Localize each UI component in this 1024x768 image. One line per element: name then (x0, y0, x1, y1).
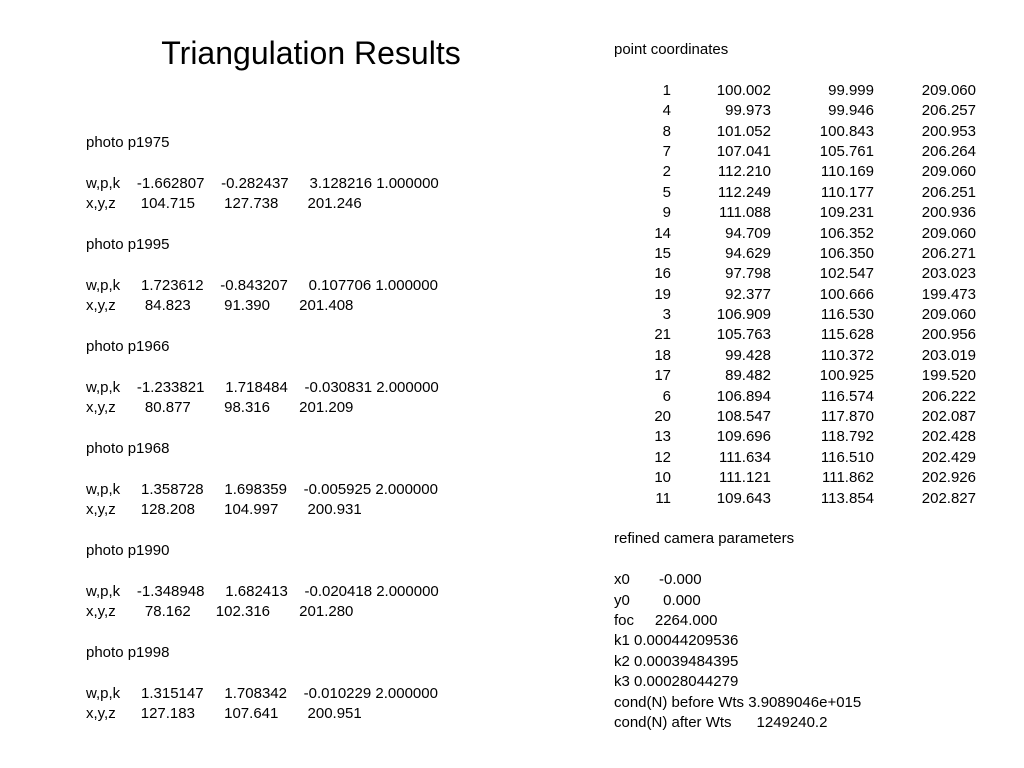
photo-xyz: x,y,z 84.823 91.390 201.408 (86, 297, 354, 315)
point-x: 94.709 (725, 224, 771, 242)
point-y: 106.352 (819, 224, 874, 242)
camera-y0: y0 0.000 (614, 591, 701, 609)
point-y: 102.547 (819, 265, 874, 283)
photo-wpk: w,p,k -1.662807 -0.282437 3.128216 1.000000 (86, 174, 439, 192)
photo-label: photo p1975 (86, 134, 170, 151)
spacer (86, 418, 586, 438)
point-id: 3 (662, 306, 671, 324)
point-x: 111.634 (719, 448, 771, 466)
point-y: 117.870 (820, 408, 874, 426)
point-z: 199.520 (921, 367, 976, 385)
point-x: 99.973 (725, 102, 771, 120)
photo-xyz: x,y,z 127.183 107.641 200.951 (86, 704, 362, 722)
point-id: 19 (654, 285, 671, 303)
point-z: 200.956 (921, 326, 976, 344)
spacer (86, 255, 586, 275)
point-row (614, 427, 1014, 447)
point-id: 4 (662, 102, 671, 120)
point-z: 206.264 (921, 142, 976, 160)
point-z: 209.060 (921, 306, 976, 324)
camera-k2: k2 0.00039484395 (614, 652, 739, 670)
point-row (614, 203, 1014, 223)
point-id: 1 (662, 81, 671, 99)
page-title: Triangulation Results (161, 35, 461, 71)
photo-xyz: x,y,z 80.877 98.316 201.209 (86, 399, 354, 417)
photo-wpk: w,p,k 1.315147 1.708342 -0.010229 2.000000 (86, 684, 438, 702)
photo-xyz: x,y,z 128.208 104.997 200.931 (86, 501, 362, 519)
point-x: 108.547 (716, 408, 771, 426)
point-row (614, 142, 1014, 162)
point-row (614, 387, 1014, 407)
point-row (614, 224, 1014, 244)
camera-heading: refined camera parameters (614, 530, 795, 548)
points-heading: point coordinates (614, 41, 729, 58)
spacer (86, 215, 586, 235)
point-id: 6 (662, 387, 671, 405)
point-x: 111.121 (719, 469, 771, 487)
point-x: 106.894 (716, 387, 771, 405)
point-z: 206.257 (921, 102, 976, 120)
point-x: 97.798 (725, 265, 771, 283)
point-id: 20 (654, 408, 671, 426)
point-x: 112.249 (717, 183, 771, 201)
point-z: 202.926 (921, 469, 976, 487)
point-row (614, 101, 1014, 121)
point-id: 17 (654, 367, 671, 385)
spacer (86, 459, 586, 479)
point-z: 202.827 (921, 489, 976, 507)
point-row (614, 305, 1014, 325)
camera-k1: k1 0.00044209536 (614, 632, 739, 650)
photo-xyz: x,y,z 78.162 102.316 201.280 (86, 602, 354, 620)
point-y: 106.350 (819, 244, 874, 262)
photo-label: photo p1966 (86, 337, 170, 355)
point-y: 100.843 (819, 122, 874, 140)
point-y: 116.574 (820, 387, 874, 405)
point-row (614, 264, 1014, 284)
point-x: 106.909 (716, 306, 771, 324)
photo-label: photo p1995 (86, 235, 170, 253)
point-id: 10 (654, 469, 671, 487)
spacer (614, 550, 1014, 570)
camera-cond-after: cond(N) after Wts 1249240.2 (614, 713, 828, 731)
point-row (614, 325, 1014, 345)
spacer (86, 317, 586, 337)
point-y: 113.854 (820, 489, 874, 507)
point-x: 99.428 (725, 346, 771, 364)
photo-label: photo p1968 (86, 439, 170, 457)
spacer (614, 60, 1014, 80)
point-z: 199.473 (921, 285, 976, 303)
point-z: 206.222 (921, 387, 976, 405)
point-y: 109.231 (819, 204, 874, 222)
point-z: 209.060 (921, 81, 976, 99)
point-z: 202.428 (921, 428, 976, 446)
point-x: 109.643 (716, 489, 771, 507)
point-id: 14 (654, 224, 671, 242)
point-x: 89.482 (725, 367, 771, 385)
point-z: 209.060 (921, 163, 976, 181)
point-id: 2 (662, 163, 671, 181)
point-x: 112.210 (717, 163, 771, 181)
spacer (86, 622, 586, 642)
spacer (86, 663, 586, 683)
point-id: 9 (662, 204, 671, 222)
photo-xyz: x,y,z 104.715 127.738 201.246 (86, 195, 362, 213)
point-row (614, 448, 1014, 468)
point-row (614, 346, 1014, 366)
point-z: 200.953 (921, 122, 976, 140)
point-z: 203.023 (921, 265, 976, 283)
point-x: 101.052 (716, 122, 771, 140)
photo-label: photo p1990 (86, 541, 170, 559)
point-x: 105.763 (716, 326, 771, 344)
point-row (614, 244, 1014, 264)
spacer (86, 357, 586, 377)
point-row (614, 468, 1014, 488)
point-z: 202.087 (921, 408, 976, 426)
point-id: 13 (654, 428, 671, 446)
point-id: 12 (654, 448, 671, 466)
point-id: 7 (662, 142, 671, 160)
spacer (86, 153, 586, 173)
point-id: 5 (662, 183, 671, 201)
photo-list (86, 133, 586, 724)
points-table (614, 81, 1014, 509)
point-id: 11 (655, 489, 671, 507)
point-z: 206.271 (921, 244, 976, 262)
photo-wpk: w,p,k -1.348948 1.682413 -0.020418 2.000000 (86, 582, 439, 600)
point-id: 21 (654, 326, 671, 344)
point-y: 110.169 (820, 163, 874, 181)
point-row (614, 366, 1014, 386)
photo-wpk: w,p,k -1.233821 1.718484 -0.030831 2.000000 (86, 378, 439, 396)
photo-label: photo p1998 (86, 643, 170, 661)
point-row (614, 81, 1014, 101)
point-x: 100.002 (716, 81, 771, 99)
point-x: 92.377 (725, 285, 771, 303)
point-x: 109.696 (716, 428, 771, 446)
point-row (614, 183, 1014, 203)
camera-x0: x0 -0.000 (614, 571, 702, 589)
point-row (614, 122, 1014, 142)
point-z: 202.429 (921, 448, 976, 466)
results-panel (614, 40, 1014, 733)
spacer (614, 509, 1014, 529)
point-z: 209.060 (921, 224, 976, 242)
point-y: 116.510 (820, 448, 874, 466)
point-y: 110.372 (820, 346, 874, 364)
point-y: 99.946 (828, 102, 874, 120)
point-y: 118.792 (820, 428, 874, 446)
point-y: 100.666 (819, 285, 874, 303)
point-z: 200.936 (921, 204, 976, 222)
point-y: 99.999 (828, 81, 874, 99)
point-y: 100.925 (819, 367, 874, 385)
point-x: 111.088 (719, 204, 771, 222)
point-z: 203.019 (921, 346, 976, 364)
point-id: 16 (654, 265, 671, 283)
camera-foc: foc 2264.000 (614, 611, 718, 629)
point-y: 110.177 (820, 183, 874, 201)
spacer (86, 520, 586, 540)
photo-wpk: w,p,k 1.358728 1.698359 -0.005925 2.000000 (86, 480, 438, 498)
camera-k3: k3 0.00028044279 (614, 673, 739, 691)
point-id: 18 (654, 346, 671, 364)
point-x: 107.041 (716, 142, 771, 160)
point-y: 116.530 (820, 306, 874, 324)
point-row (614, 285, 1014, 305)
point-row (614, 407, 1014, 427)
point-row (614, 162, 1014, 182)
point-id: 15 (654, 244, 671, 262)
spacer (86, 561, 586, 581)
point-y: 115.628 (820, 326, 874, 344)
camera-cond-before: cond(N) before Wts 3.9089046e+015 (614, 693, 862, 711)
photo-wpk: w,p,k 1.723612 -0.843207 0.107706 1.000000 (86, 276, 438, 294)
point-y: 111.862 (822, 469, 874, 487)
point-row (614, 489, 1014, 509)
point-x: 94.629 (725, 244, 771, 262)
point-y: 105.761 (819, 142, 874, 160)
point-id: 8 (662, 122, 671, 140)
point-z: 206.251 (921, 183, 976, 201)
